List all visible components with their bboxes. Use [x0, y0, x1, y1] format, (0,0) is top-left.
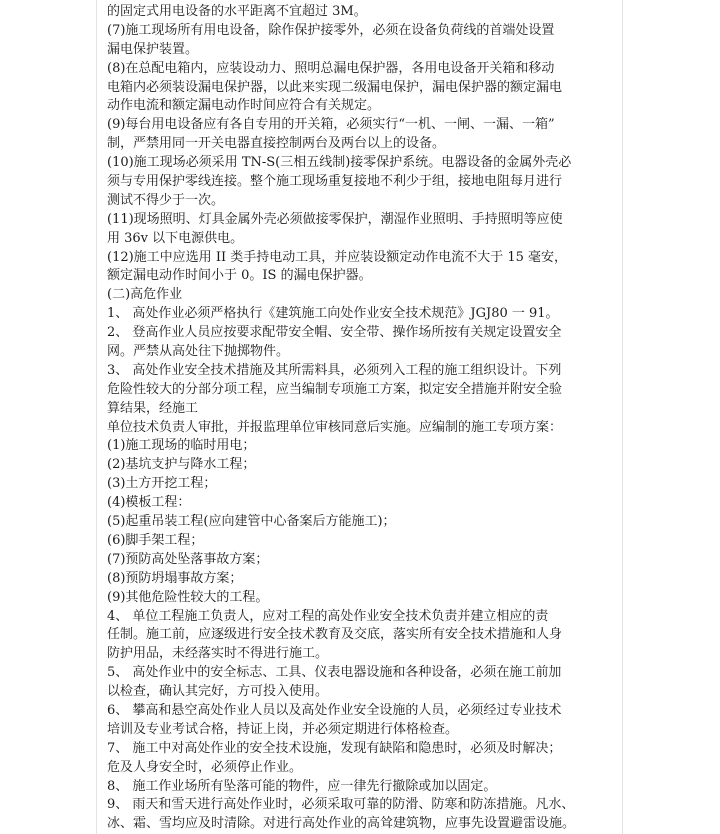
text-line: (9)每台用电设备应有各自专用的开关箱，必须实行“一机、一闸、一漏、一箱” — [107, 117, 555, 133]
text-line: 防护用品，未经落实时不得进行施工。 — [107, 646, 329, 662]
list-item: (3)土方开挖工程； — [107, 476, 217, 492]
text-line: 漏电保护装置。 — [107, 41, 199, 57]
text-line: 冰、霜、雪均应及时清除。对进行高处作业的高耸建筑物，应事先设置避雷设施。 — [107, 816, 576, 832]
document-body — [107, 3, 609, 834]
text-line: (7)施工现场所有用电设备，除作保护接零外，必须在设备负荷线的首端处设置 — [107, 22, 555, 38]
text-line: 危险性较大的分部分项工程，应当编制专项施工方案，拟定安全措施并附安全验 — [107, 381, 563, 397]
list-item: (4)模板工程： — [107, 495, 191, 511]
text-line: 9、 雨天和雪天进行高处作业时，必须采取可靠的防滑、防寒和防冻措施。凡水、 — [107, 797, 575, 813]
text-line: 任制。施工前，应逐级进行安全技术教育及交底，落实所有安全技术措施和人身 — [107, 627, 563, 643]
text-line: 2、 登高作业人员应按要求配带安全帽、安全带、操作场所按有关规定设置安全 — [107, 325, 562, 341]
text-line: 6、 攀高和悬空高处作业人员以及高处作业安全设施的人员，必须经过专业技术 — [107, 702, 562, 718]
list-item: (1)施工现场的临时用电； — [107, 438, 256, 454]
text-line: (12)施工中应选用 II 类手持电动工具，并应装设额定动作电流不大于 15 毫安， — [107, 249, 568, 265]
text-line: 单位技术负责人审批，并报监理单位审核同意后实施。应编制的施工专项方案： — [107, 419, 563, 435]
list-item: (5)起重吊装工程(应向建管中心备案后方能施工)； — [107, 514, 396, 530]
text-line: 电箱内必须装设漏电保护器，以此来实现二级漏电保护，漏电保护器的额定漏电 — [107, 79, 563, 95]
text-line: 以检查，确认其完好，方可投入使用。 — [107, 684, 329, 700]
text-line: 危及人身安全时，必须停止作业。 — [107, 759, 303, 775]
page-margin-guide-right — [622, 0, 623, 834]
text-line: 网。严禁从高处往下抛掷物件。 — [107, 344, 290, 360]
list-item: (6)脚手架工程； — [107, 532, 204, 548]
list-item: (7)预防高处坠落事故方案； — [107, 551, 269, 567]
page-margin-guide-left — [96, 0, 97, 834]
list-item: (9)其他危险性较大的工程。 — [107, 589, 269, 605]
text-line: 额定漏电动作时间小于 0。IS 的漏电保护器。 — [107, 268, 372, 284]
text-line: (8)在总配电箱内，应装设动力、照明总漏电保护器，各用电设备开关箱和移动 — [107, 60, 555, 76]
list-item: (2)基坑支护与降水工程； — [107, 457, 256, 473]
text-line: 制，严禁用同一开关电器直接控制两台及两台以上的设备。 — [107, 136, 446, 152]
text-line: 的固定式用电设备的水平距离不宜超过 3M。 — [107, 4, 367, 19]
text-line: 培训及专业考试合格，持证上岗，并必须定期进行体格检查。 — [107, 721, 459, 737]
text-line: (11)现场照明、灯具金属外壳必须做接零保护，潮湿作业照明、手持照明等应使 — [107, 211, 563, 227]
text-line: 7、 施工中对高处作业的安全技术设施，发现有缺陷和隐患时，必须及时解决； — [107, 740, 562, 756]
list-item: (8)预防坍塌事故方案； — [107, 570, 243, 586]
text-line: 用 36v 以下电源供电。 — [107, 230, 244, 246]
text-line: 8、 施工作业场所有坠落可能的物件，应一律先行撤除或加以固定。 — [107, 778, 497, 794]
text-line: 测试不得少于一次。 — [107, 192, 225, 208]
text-line: 5、 高处作业中的安全标志、工具、仪表电器设施和各种设备，必须在施工前加 — [107, 665, 562, 681]
section-heading: (二)高危作业 — [107, 287, 183, 303]
text-line: 3、 高处作业安全技术措施及其所需料具，必须列入工程的施工组织设计。下列 — [107, 362, 562, 378]
text-line: 1、 高处作业必须严格执行《建筑施工向处作业安全技术规范》JGJ80 一 91。 — [107, 306, 559, 322]
text-line: (10)施工现场必须采用 TN-S(三相五线制)接零保护系统。电器设备的金属外壳必 — [107, 155, 572, 171]
text-line: 4、 单位工程施工负责人，应对工程的高处作业安全技术负责并建立相应的责 — [107, 608, 549, 624]
text-line: 须与专用保护零线连接。整个施工现场重复接地不利少于组，接地电阻每月进行 — [107, 174, 563, 190]
text-line: 算结果，经施工 — [107, 400, 199, 416]
text-line: 动作电流和额定漏电动作时间应符合有关规定。 — [107, 98, 381, 114]
